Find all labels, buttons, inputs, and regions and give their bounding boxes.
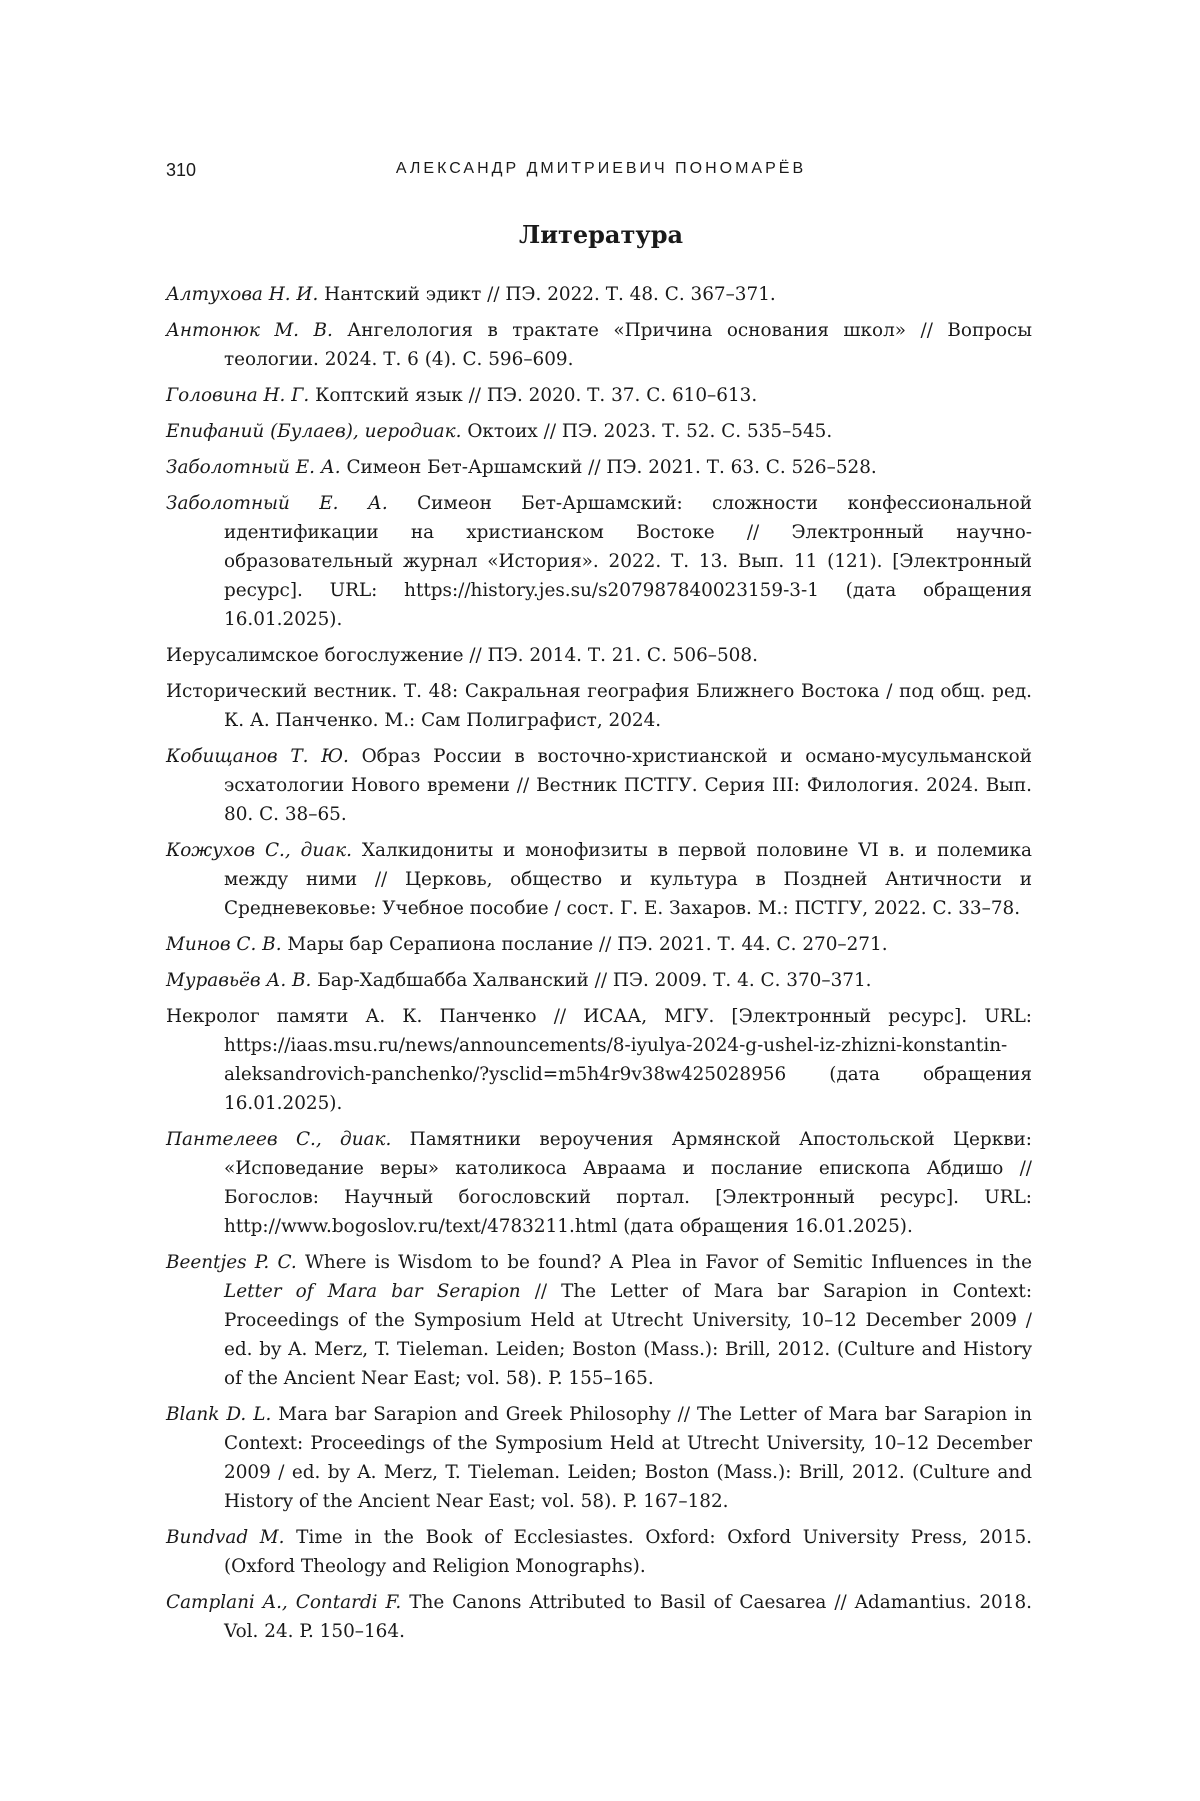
reference-entry	[166, 1588, 1032, 1646]
section-title: Литература	[518, 220, 684, 249]
reference-entry	[166, 1523, 1032, 1581]
reference-text: Халкидониты и монофизиты в первой половине VI в. и полемика между ними // Церковь, общество и культура в Поздней Античности и Средневековье: Учебное пособие / сост. Г. Е. Захаров. М.: ПСТГУ, 2022. С. 33–78.	[224, 840, 1032, 919]
reference-author: Головина Н. Г.	[166, 385, 310, 406]
reference-author: Bundvad M.	[166, 1527, 285, 1548]
reference-text: Ангелология в трактате «Причина основания школ» // Вопросы теологии. 2024. Т. 6 (4). С. 596–609.	[224, 320, 1032, 370]
reference-list	[166, 280, 1032, 1653]
running-head-author: АЛЕКСАНДР ДМИТРИЕВИЧ ПОНОМАРЁВ	[395, 160, 807, 177]
reference-entry	[166, 453, 1032, 482]
reference-text: Бар-Хадбшабба Халванский // ПЭ. 2009. Т. 4. С. 370–371.	[311, 970, 872, 991]
reference-entry	[166, 280, 1032, 309]
reference-author: Camplani A., Contardi F.	[166, 1592, 402, 1613]
reference-text-continued: // The Letter of Mara bar Sarapion in Context: Proceedings of the Symposium Held at Utrecht University, 10–12 December 2009 / ed. by A. Merz, T. Tieleman. Leiden; Boston (Mass.): Brill, 2012. (Culture and History of the Ancient Near East; vol. 58). P. 155–165.	[224, 1281, 1033, 1389]
reference-text: Памятники вероучения Армянской Апостольской Церкви: «Исповедание веры» католикоса Авраама и послание епископа Абдишо // Богослов: Научный богословский портал. [Электронный ресурс]. URL: http://www.bogoslov.ru/text/4783211.html (дата обращения 16.01.2025).	[224, 1129, 1032, 1237]
reference-text: Некролог памяти А. К. Панченко // ИСАА, МГУ. [Электронный ресурс]. URL: https://iaas.msu.ru/news/announcements/8-iyulya-2024-g-ushel-iz-zhizni-konstantin-aleksandrovich-panchenko/?ysclid=m5h4r9v38w425028956 (дата обращения 16.01.2025).	[166, 1006, 1032, 1114]
reference-text: Октоих // ПЭ. 2023. Т. 52. С. 535–545.	[461, 421, 833, 442]
reference-text: Where is Wisdom to be found? A Plea in Favor of Semitic Influences in the	[296, 1252, 1032, 1273]
reference-entry	[166, 316, 1032, 374]
page-number: 310	[166, 160, 197, 180]
reference-author: Минов С. В.	[166, 934, 282, 955]
reference-entry	[166, 677, 1032, 735]
reference-author: Епифаний (Булаев), иеродиак.	[166, 421, 462, 442]
reference-entry	[166, 836, 1032, 923]
reference-text: Time in the Book of Ecclesiastes. Oxford: Oxford University Press, 2015. (Oxford Theology and Religion Monographs).	[224, 1527, 1032, 1577]
reference-text: Мары бар Серапиона послание // ПЭ. 2021. Т. 44. С. 270–271.	[281, 934, 888, 955]
reference-text: Коптский язык // ПЭ. 2020. Т. 37. С. 610–613.	[309, 385, 758, 406]
reference-entry	[166, 1002, 1032, 1118]
reference-text: Иерусалимское богослужение // ПЭ. 2014. Т. 21. С. 506–508.	[166, 645, 758, 666]
reference-entry	[166, 930, 1032, 959]
reference-entry	[166, 641, 1032, 670]
reference-author: Blank D. L.	[166, 1404, 272, 1425]
reference-text: Симеон Бет-Аршамский: сложности конфессиональной идентификации на христианском Востоке // Электронный научно-образовательный журнал «История». 2022. Т. 13. Вып. 11 (121). [Электронный ресурс]. URL: https://history.jes.su/s207987840023159-3-1 (дата обращения 16.01.2025).	[224, 493, 1032, 630]
reference-author: Антонюк М. В.	[166, 320, 333, 341]
reference-author: Заболотный Е. А.	[166, 493, 388, 514]
reference-author: Кобищанов Т. Ю.	[166, 746, 349, 767]
reference-entry	[166, 966, 1032, 995]
reference-text: Образ России в восточно-христианской и османо-мусульманской эсхатологии Нового времени // Вестник ПСТГУ. Серия III: Филология. 2024. Вып. 80. С. 38–65.	[224, 746, 1033, 825]
reference-entry	[166, 1400, 1032, 1516]
reference-italic-title: Letter of Mara bar Serapion	[224, 1281, 521, 1302]
reference-text: Нантский эдикт // ПЭ. 2022. Т. 48. С. 367–371.	[318, 284, 776, 305]
reference-author: Кожухов С., диак.	[166, 840, 352, 861]
reference-entry	[166, 381, 1032, 410]
reference-author: Beentjes P. C.	[166, 1252, 297, 1273]
reference-text: Симеон Бет-Аршамский // ПЭ. 2021. Т. 63. С. 526–528.	[340, 457, 877, 478]
reference-author: Заболотный Е. А.	[166, 457, 341, 478]
reference-author: Пантелеев С., диак.	[166, 1129, 392, 1150]
reference-entry	[166, 417, 1032, 446]
reference-entry	[166, 1125, 1032, 1241]
reference-author: Алтухова Н. И.	[166, 284, 319, 305]
reference-entry	[166, 489, 1032, 634]
reference-entry	[166, 742, 1032, 829]
reference-text: Исторический вестник. Т. 48: Сакральная география Ближнего Востока / под общ. ред. К. А. Панченко. М.: Сам Полиграфист, 2024.	[166, 681, 1032, 731]
reference-entry	[166, 1248, 1032, 1393]
reference-text: The Canons Attributed to Basil of Caesarea // Adamantius. 2018. Vol. 24. P. 150–164.	[224, 1592, 1032, 1642]
reference-text: Mara bar Sarapion and Greek Philosophy // The Letter of Mara bar Sarapion in Context: Proceedings of the Symposium Held at Utrecht University, 10–12 December 2009 / ed. by A. Merz, T. Tieleman. Leiden; Boston (Mass.): Brill, 2012. (Culture and History of the Ancient Near East; vol. 58). P. 167–182.	[224, 1404, 1032, 1512]
reference-author: Муравьёв А. В.	[166, 970, 312, 991]
running-head	[166, 160, 1036, 188]
